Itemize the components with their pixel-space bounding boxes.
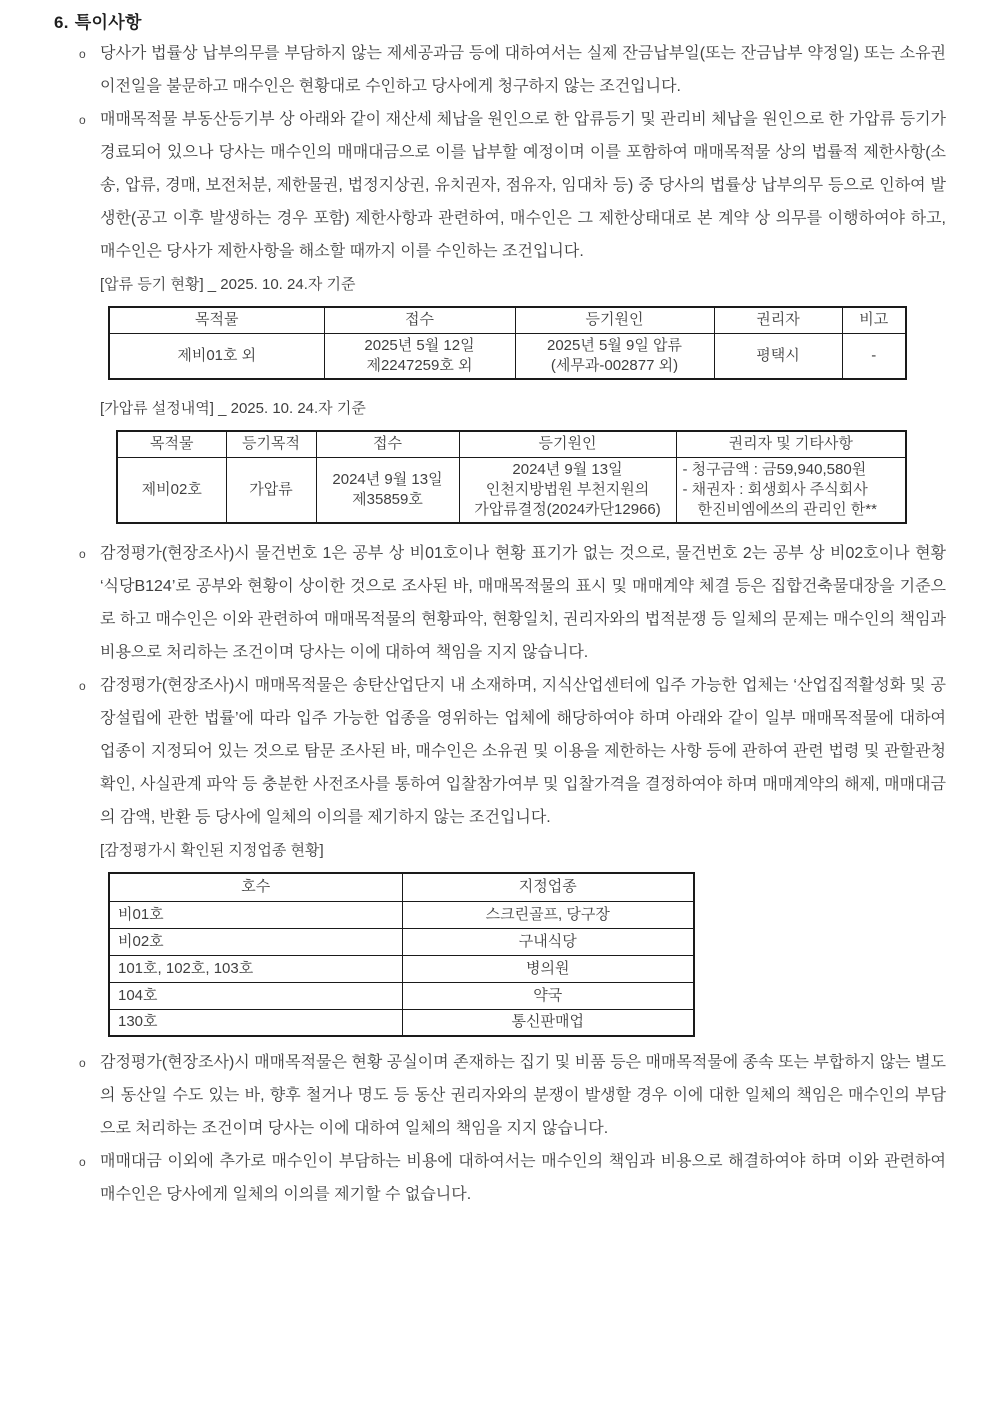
cell-cause: 2025년 5월 9일 압류 (세무과-002877 외) [515, 333, 714, 379]
header-purpose: 등기목적 [226, 431, 316, 457]
section-title: 특이사항 [74, 13, 142, 32]
cell-business: 약국 [402, 982, 694, 1009]
header-business: 지정업종 [402, 873, 694, 901]
registry-tables-block [100, 268, 946, 524]
header-receipt: 접수 [324, 307, 515, 333]
cell-holder: 평택시 [714, 333, 842, 379]
table-row [109, 955, 694, 982]
paragraph-additional-costs: 매매대금 이외에 추가로 매수인이 부담하는 비용에 대하여서는 매수인의 책임과 비용으로 해결하여야 하며 이와 관련하여 매수인은 당사에게 일체의 이의를 제기할 수 없습니다. [100, 1153, 946, 1203]
cell-unit: 비01호 [109, 901, 402, 928]
bullet-item-4 [79, 669, 946, 834]
cell-business: 구내식당 [402, 928, 694, 955]
table-row [109, 333, 906, 379]
cell-unit: 101호, 102호, 103호 [109, 955, 402, 982]
cell-cause: 2024년 9월 13일 인천지방법원 부천지원의 가압류결정(2024카단12966) [459, 457, 676, 523]
table-header-row [117, 431, 906, 457]
header-cause: 등기원인 [515, 307, 714, 333]
bullet-marker: o [79, 113, 86, 127]
paragraph-industrial-complex: 감정평가(현장조사)시 매매목적물은 송탄산업단지 내 소재하며, 지식산업센터에 입주 가능한 업체는 ‘산업집적활성화 및 공장설립에 관한 법률’에 따라 입주 가능한 업종을 영위하는 업체에 해당하여야 하며 아래와 같이 일부 매매목적물에 대하여 업종이 지정되어 있는 것으로 탐문 조사된 바, 매수인은 소유권 및 이용을 제한하는 사항 등에 관하여 관련 법령 및 관할관청 확인, 사실관계 파악 등 충분한 사전조사를 통하여 입찰참가여부 및 입찰가격을 결정하여야 하며 매매계약의 해제, 매매대금의 감액, 반환 등 당사에 일체의 이의를 제기하지 않는 조건입니다. [100, 677, 946, 826]
industry-table-block [100, 834, 946, 1037]
header-cause: 등기원인 [459, 431, 676, 457]
cell-target: 제비02호 [117, 457, 226, 523]
table-row [109, 928, 694, 955]
table-row [117, 457, 906, 523]
bullet-item-1 [79, 37, 946, 103]
cell-unit: 비02호 [109, 928, 402, 955]
table-row [109, 1009, 694, 1036]
cell-receipt: 2024년 9월 13일 제35859호 [316, 457, 459, 523]
paragraph-taxes: 당사가 법률상 납부의무를 부담하지 않는 제세공과금 등에 대하여서는 실제 잔금납부일(또는 잔금납부 약정일) 또는 소유권이전일을 불문하고 매수인은 현황대로 수인하고 당사에게 청구하지 않는 조건입니다. [100, 45, 946, 95]
bullet-marker: o [79, 547, 86, 561]
cell-business: 통신판매업 [402, 1009, 694, 1036]
header-holder: 권리자 [714, 307, 842, 333]
bullet-item-6 [79, 1145, 946, 1211]
bullet-marker: o [79, 1155, 86, 1169]
seizure-table-label: [압류 등기 현황] _ 2025. 10. 24.자 기준 [100, 276, 356, 293]
section-heading [54, 8, 946, 33]
bullet-marker: o [79, 1056, 86, 1070]
industry-table-label: [감정평가시 확인된 지정업종 현황] [100, 842, 324, 859]
table-header-row [109, 873, 694, 901]
header-unit: 호수 [109, 873, 402, 901]
cell-target: 제비01호 외 [109, 333, 324, 379]
table-header-row [109, 307, 906, 333]
cell-business: 병의원 [402, 955, 694, 982]
cell-note: - [842, 333, 906, 379]
paragraph-registry-restrictions: 매매목적물 부동산등기부 상 아래와 같이 재산세 체납을 원인으로 한 압류등기 및 관리비 체납을 원인으로 한 가압류 등기가 경료되어 있으나 당사는 매수인의 매매대금으로 이를 납부할 예정이며 이를 포함하여 매매목적물 상의 법률적 제한사항(소송, 압류, 경매, 보전처분, 제한물권, 법정지상권, 유치권자, 점유자, 임대차 등) 중 당사의 법률상 납부의무 등으로 인하여 발생한(공고 이후 발생하는 경우 포함) 제한사항과 관련하여, 매수인은 그 제한상태대로 본 계약 상 의무를 이행하여야 하고, 매수인은 당사가 제한사항을 해소할 때까지 이를 수인하는 조건입니다. [100, 111, 946, 260]
paragraph-vacant-movables: 감정평가(현장조사)시 매매목적물은 현황 공실이며 존재하는 집기 및 비품 등은 매매목적물에 종속 또는 부합하지 않는 별도의 동산일 수도 있는 바, 향후 철거나 명도 등 동산 권리자와의 분쟁이 발생할 경우 이에 대한 일체의 책임은 매수인의 부담으로 처리하는 조건이며 당사는 이에 대하여 일체의 책임을 지지 않습니다. [100, 1054, 946, 1137]
cell-purpose: 가압류 [226, 457, 316, 523]
bullet-item-2 [79, 103, 946, 268]
bullet-item-5 [79, 1046, 946, 1145]
header-holder-etc: 권리자 및 기타사항 [676, 431, 906, 457]
bullet-item-3 [79, 537, 946, 669]
section-number: 6. [54, 13, 69, 32]
designated-industry-table [108, 872, 695, 1037]
header-note: 비고 [842, 307, 906, 333]
bullet-marker: o [79, 47, 86, 61]
cell-holder-etc: - 청구금액 : 금59,940,580원 - 채권자 : 회생회사 주식회사 한진비엠에쓰의 관리인 한** [676, 457, 906, 523]
header-target: 목적물 [117, 431, 226, 457]
cell-business: 스크린골프, 당구장 [402, 901, 694, 928]
cell-unit: 130호 [109, 1009, 402, 1036]
header-target: 목적물 [109, 307, 324, 333]
cell-unit: 104호 [109, 982, 402, 1009]
provisional-table-label: [가압류 설정내역] _ 2025. 10. 24.자 기준 [100, 400, 366, 417]
table-row [109, 901, 694, 928]
paragraph-appraisal-unit-numbers: 감정평가(현장조사)시 물건번호 1은 공부 상 비01호이나 현황 표기가 없는 것으로, 물건번호 2는 공부 상 비02호이나 현황 ‘식당B124’로 공부와 현황이 상이한 것으로 조사된 바, 매매목적물의 표시 및 매매계약 체결 등은 집합건축물대장을 기준으로 하고 매수인은 이와 관련하여 매매목적물의 현황파악, 현황일치, 권리자와의 법적분쟁 등 일체의 문제는 매수인의 책임과 비용으로 처리하는 조건이며 당사는 이에 대하여 책임을 지지 않습니다. [100, 545, 946, 661]
header-receipt: 접수 [316, 431, 459, 457]
seizure-registration-table [108, 306, 907, 380]
cell-receipt: 2025년 5월 12일 제2247259호 외 [324, 333, 515, 379]
bullet-marker: o [79, 679, 86, 693]
provisional-attachment-table [116, 430, 907, 524]
table-row [109, 982, 694, 1009]
